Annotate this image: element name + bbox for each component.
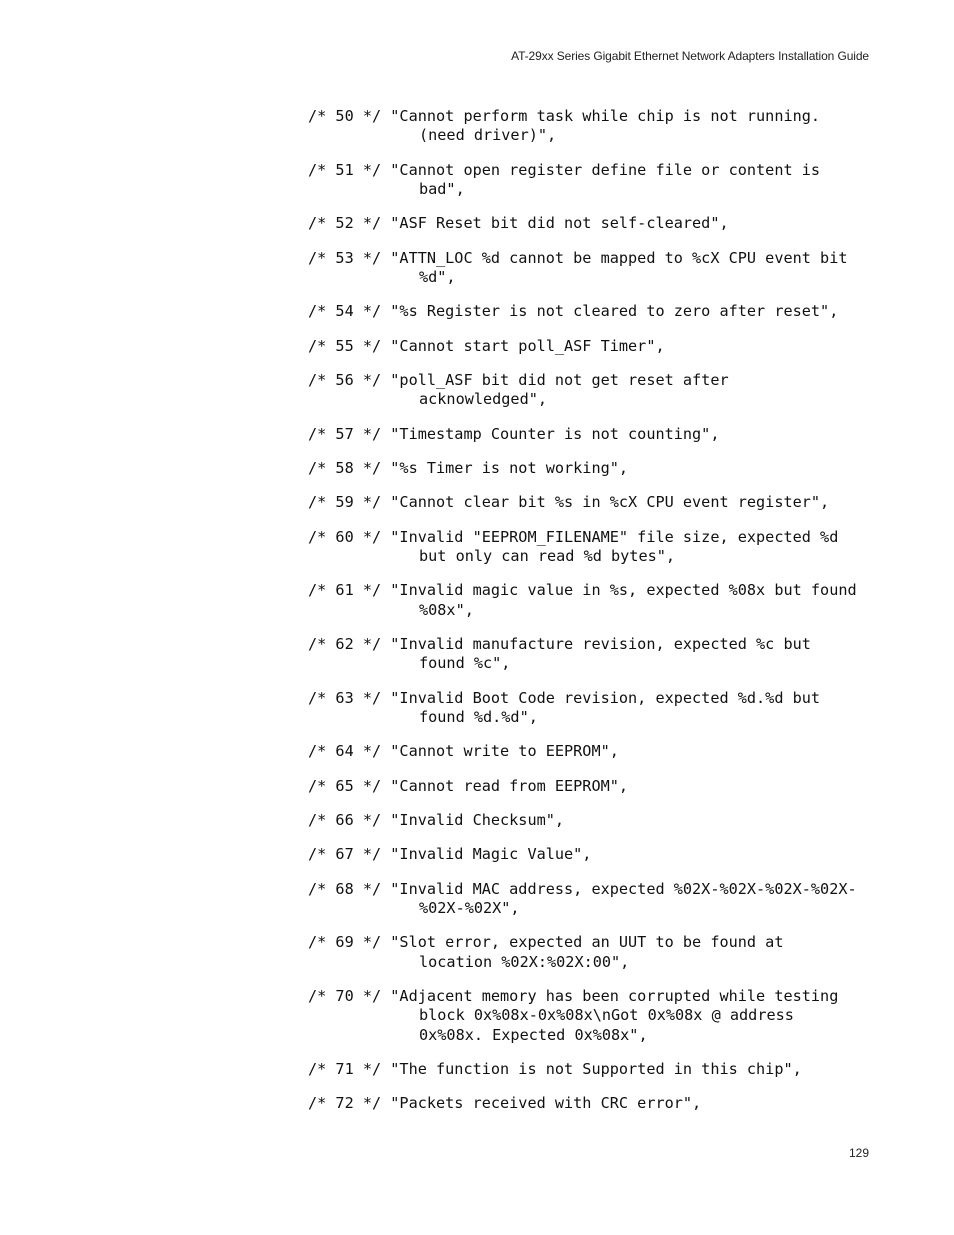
code-line: /* 66 */ "Invalid Checksum",	[308, 811, 565, 829]
running-header: AT-29xx Series Gigabit Ethernet Network Adapters Installation Guide	[511, 49, 869, 63]
code-continuation-line: 0x%08x. Expected 0x%08x",	[419, 1025, 648, 1044]
error-message-code-list	[308, 107, 908, 1129]
code-line: /* 61 */ "Invalid magic value in %s, expected %08x but found	[308, 581, 857, 600]
code-line: /* 52 */ "ASF Reset bit did not self-cleared",	[308, 214, 729, 233]
code-entry	[308, 689, 908, 728]
code-continuation-line: block 0x%08x-0x%08x\nGot 0x%08x @ address	[419, 1006, 794, 1025]
code-continuation-line: bad",	[419, 180, 465, 199]
code-line: /* 55 */ "Cannot start poll_ASF Timer",	[308, 336, 665, 355]
code-continuation-line: acknowledged",	[419, 390, 548, 409]
code-line: /* 60 */ "Invalid "EEPROM_FILENAME" file size, expected %d	[308, 527, 839, 546]
code-line: /* 68 */ "Invalid MAC address, expected %02X-%02X-%02X-%02X-	[308, 879, 857, 898]
code-entry	[308, 777, 908, 796]
code-line: /* 53 */ "ATTN_LOC %d cannot be mapped to %cX CPU event bit	[308, 248, 848, 267]
code-line: /* 51 */ "Cannot open register define file or content is	[308, 160, 821, 179]
code-line: /* 71 */ "The function is not Supported in this chip",	[308, 1060, 802, 1079]
code-entry	[308, 933, 908, 972]
code-line: /* 65 */ "Cannot read from EEPROM",	[308, 776, 629, 795]
code-line: /* 72 */ "Packets received with CRC error",	[308, 1094, 702, 1113]
code-entry	[308, 742, 908, 761]
code-line: /* 59 */ "Cannot clear bit %s in %cX CPU event register",	[308, 493, 830, 512]
code-line: /* 57 */ "Timestamp Counter is not counting",	[308, 424, 720, 443]
code-entry	[308, 337, 908, 356]
code-line: /* 67 */ "Invalid Magic Value",	[308, 845, 592, 864]
code-entry	[308, 214, 908, 233]
code-continuation-line: %d",	[419, 268, 456, 287]
page-number: 129	[848, 1146, 869, 1160]
code-continuation-line: %02X-%02X",	[419, 899, 520, 917]
code-entry	[308, 161, 908, 200]
code-continuation-line: location %02X:%02X:00",	[419, 952, 630, 971]
code-continuation-line: %08x",	[419, 600, 474, 619]
code-entry	[308, 493, 908, 512]
code-line: /* 54 */ "%s Register is not cleared to zero after reset",	[308, 302, 839, 321]
code-line: /* 50 */ "Cannot perform task while chip is not running.	[308, 107, 821, 125]
code-entry	[308, 302, 908, 321]
code-line: /* 58 */ "%s Timer is not working",	[308, 459, 629, 477]
code-entry	[308, 581, 908, 620]
code-entry	[308, 880, 908, 919]
code-continuation-line: found %d.%d",	[419, 708, 538, 727]
code-continuation-line: but only can read %d bytes",	[419, 547, 676, 565]
code-entry	[308, 1060, 908, 1079]
code-line: /* 69 */ "Slot error, expected an UUT to be found at	[308, 933, 784, 952]
code-entry	[308, 635, 908, 674]
code-entry	[308, 845, 908, 864]
code-line: /* 62 */ "Invalid manufacture revision, expected %c but	[308, 635, 811, 653]
code-continuation-line: found %c",	[419, 654, 511, 673]
code-entry	[308, 249, 908, 288]
code-entry	[308, 811, 908, 830]
code-entry	[308, 107, 908, 146]
code-entry	[308, 1094, 908, 1113]
code-line: /* 64 */ "Cannot write to EEPROM",	[308, 742, 619, 761]
code-line: /* 56 */ "poll_ASF bit did not get reset after	[308, 371, 729, 389]
code-entry	[308, 425, 908, 444]
code-continuation-line: (need driver)",	[419, 126, 557, 145]
code-entry	[308, 987, 908, 1045]
code-line: /* 70 */ "Adjacent memory has been corrupted while testing	[308, 987, 839, 1005]
code-line: /* 63 */ "Invalid Boot Code revision, expected %d.%d but	[308, 688, 821, 707]
code-entry	[308, 528, 908, 567]
code-entry	[308, 459, 908, 478]
code-entry	[308, 371, 908, 410]
